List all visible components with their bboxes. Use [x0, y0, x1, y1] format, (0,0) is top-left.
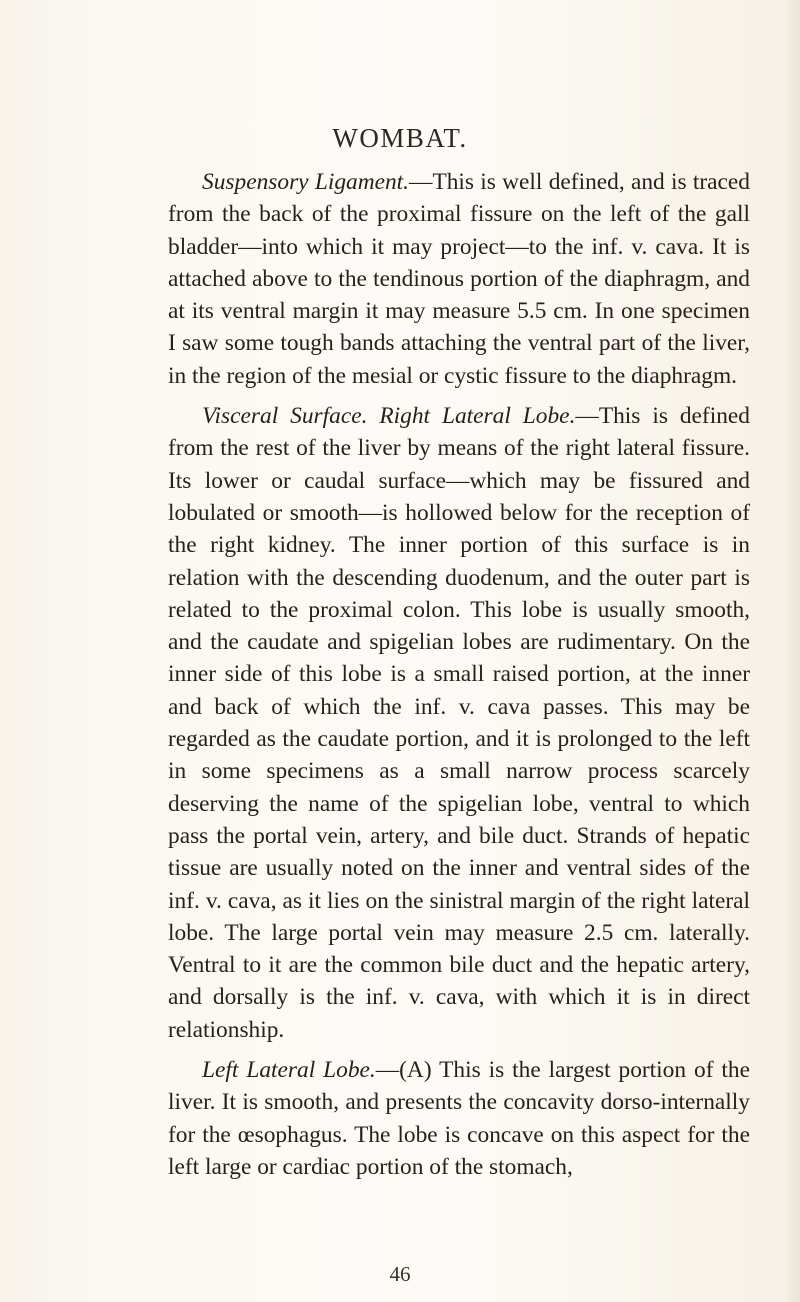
- paragraph-right-lateral-lobe: [168, 400, 750, 1046]
- running-head: WOMBAT.: [332, 123, 468, 153]
- page-edge-shadow: [782, 0, 800, 1302]
- paragraph-suspensory-ligament: [168, 166, 750, 392]
- paragraph-text-suspensory-ligament: —This is well defined, and is traced from the back of the proximal fissure on the left of the gall bladder—into which it may project—to the inf. v. cava. It is attached above to the tendinous portion of the diaphragm, and at its ventral margin it may measure 5.5 cm. In one specimen I saw some tough bands attaching the ventral part of the liver, in the region of the mesial or cystic fissure to the diaphragm.: [168, 169, 750, 389]
- section-heading-left-lateral-lobe: Left Lateral Lobe.: [202, 1057, 376, 1084]
- body-text: [168, 166, 750, 1183]
- paragraph-text-left-lateral-lobe: —(A) This is the largest portion of the liver. It is smooth, and presents the concavity dorso-internally for the œsophagus. The lobe is concave on this aspect for the left large or cardiac portion of the stomach,: [168, 1057, 750, 1180]
- paragraph-left-lateral-lobe: [168, 1054, 750, 1183]
- paragraph-text-right-lateral-lobe: —This is defined from the rest of the liver by means of the right lateral fissure. Its lower or caudal surface—which may be fissured and lobulated or smooth—is hollowed below for the reception of the right kidney. The inner portion of this surface is in relation with the descending duodenum, and the outer part is related to the proximal colon. This lobe is usually smooth, and the caudate and spigelian lobes are rudimentary. On the inner side of this lobe is a small raised portion, at the inner and back of which the inf. v. cava passes. This may be regarded as the caudate portion, and it is prolonged to the left in some specimens as a small narrow process scarcely deserving the name of the spigelian lobe, ventral to which pass the portal vein, artery, and bile duct. Strands of hepatic tissue are usually noted on the inner and ventral sides of the inf. v. cava, as it lies on the sinistral margin of the right lateral lobe. The large portal vein may measure 2.5 cm. laterally. Ventral to it are the common bile duct and the hepatic artery, and dorsally is the inf. v. cava, with which it is in direct relationship.: [168, 403, 750, 1043]
- section-heading-suspensory-ligament: Suspensory Ligament.: [202, 169, 410, 195]
- page-number: 46: [389, 1262, 411, 1286]
- section-heading-right-lateral-lobe: Visceral Surface. Right Lateral Lobe.: [202, 403, 576, 430]
